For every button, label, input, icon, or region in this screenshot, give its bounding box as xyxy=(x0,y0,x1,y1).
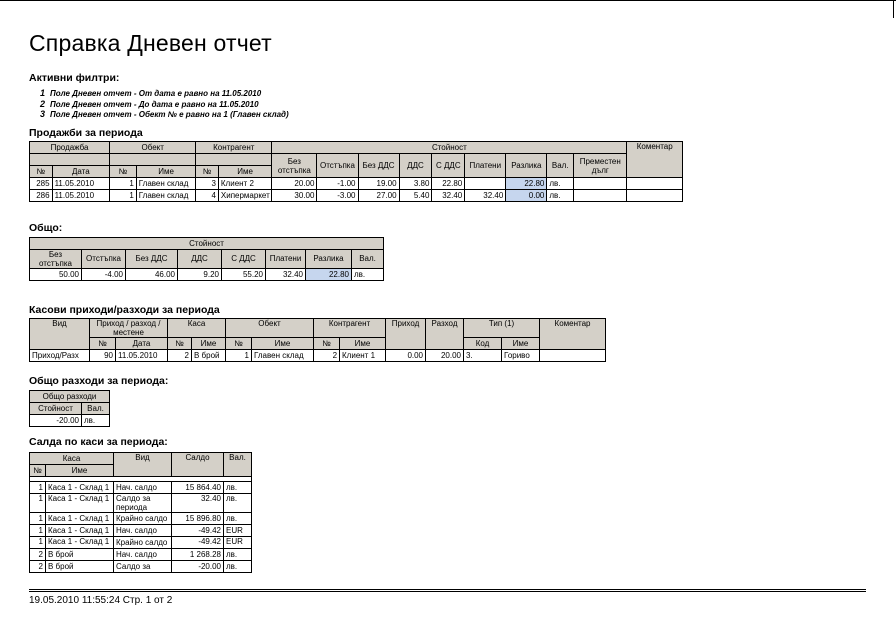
cell: 11.05.2010 xyxy=(52,178,110,190)
table-row xyxy=(30,415,110,427)
table-row xyxy=(30,350,606,362)
cell xyxy=(627,178,683,190)
cash-till-header: Каса xyxy=(168,319,226,338)
cell: 32.40 xyxy=(266,269,306,281)
cell: -4.00 xyxy=(82,269,126,281)
cell: -20.00 xyxy=(172,561,224,573)
cash-expense-header: Разход xyxy=(426,319,464,350)
cell: -20.00 xyxy=(30,415,82,427)
sale-date-header: Дата xyxy=(52,166,110,178)
cell xyxy=(540,350,606,362)
filters-list xyxy=(40,88,289,120)
cell: Каса 1 - Склад 1 xyxy=(46,494,114,513)
cash-till-no-header: № xyxy=(168,338,192,350)
total-without-header: Без отстъпка xyxy=(30,250,82,269)
cell: Приход/Разх xyxy=(30,350,90,362)
filter-item: 1 Поле Дневен отчет - От дата е равно на 11.05.2010 xyxy=(40,88,262,98)
cell: 22.80 xyxy=(506,178,547,190)
cell: лв. xyxy=(224,494,252,513)
cell: 32.40 xyxy=(172,494,224,513)
cash-table xyxy=(29,318,606,362)
comment-col-header: Коментар xyxy=(627,142,683,178)
table-row xyxy=(30,482,252,494)
cash-c-name-header: Име xyxy=(340,338,386,350)
cell: 1 xyxy=(110,178,137,190)
cell: 1 xyxy=(30,482,46,494)
cell: -49.42 xyxy=(172,525,224,537)
top-border xyxy=(0,0,896,1)
cell: лв. xyxy=(224,513,252,525)
cell: 3 xyxy=(196,178,219,190)
total-discount-header: Отстъпка xyxy=(82,250,126,269)
contractor-no-header: № xyxy=(196,166,219,178)
cell: Салдо за периода xyxy=(114,494,172,513)
cash-type-name-header: Име xyxy=(502,338,540,350)
without-discount-header: Без отстъпка xyxy=(272,154,317,178)
expenses-cur-header: Вал. xyxy=(82,403,110,415)
balances-till-header: Каса xyxy=(30,453,114,465)
cell: 32.40 xyxy=(465,190,506,202)
cash-movement-header: Приход / разход / местене xyxy=(90,319,168,338)
total-with-vat-header: С ДДС xyxy=(222,250,266,269)
cell: В брой xyxy=(192,350,226,362)
cash-c-no-header: № xyxy=(314,338,340,350)
sales-heading: Продажби за периода xyxy=(29,127,143,139)
cell: 0.00 xyxy=(506,190,547,202)
table-row xyxy=(30,513,252,525)
diff-header: Разлика xyxy=(506,154,547,178)
cell: В брой xyxy=(46,561,114,573)
total-cur-header: Вал. xyxy=(352,250,384,269)
balances-balance-header: Салдо xyxy=(172,453,224,477)
cell: -1.00 xyxy=(317,178,358,190)
filter-item: 3 Поле Дневен отчет - Обект № е равно на 1 (Главен склад) xyxy=(40,109,289,119)
cash-heading: Касови приходи/разходи за периода xyxy=(29,304,220,316)
page-title: Справка Дневен отчет xyxy=(29,30,272,56)
table-row xyxy=(30,525,252,537)
vat-header: ДДС xyxy=(399,154,432,178)
cell: EUR xyxy=(224,537,252,549)
cell: 2 xyxy=(30,561,46,573)
cell: 30.00 xyxy=(272,190,317,202)
cell: 2 xyxy=(314,350,340,362)
cell: 3. xyxy=(464,350,502,362)
discount-header: Отстъпка xyxy=(317,154,358,178)
right-border xyxy=(893,0,894,18)
cell: Нач. салдо xyxy=(114,482,172,494)
spacer-cell xyxy=(110,154,196,166)
spacer-cell xyxy=(30,154,110,166)
cell: лв. xyxy=(82,415,110,427)
table-row xyxy=(30,269,384,281)
cell: Каса 1 - Склад 1 xyxy=(46,537,114,549)
cell: Хипермаркет xyxy=(218,190,271,202)
cell: 15 864.40 xyxy=(172,482,224,494)
cell: Каса 1 - Склад 1 xyxy=(46,513,114,525)
expenses-group-header: Общо разходи xyxy=(30,391,110,403)
cell: 50.00 xyxy=(30,269,82,281)
table-row xyxy=(30,549,252,561)
cell: 1 xyxy=(30,537,46,549)
cell: 20.00 xyxy=(426,350,464,362)
cash-object-header: Обект xyxy=(226,319,314,338)
cash-comment-header: Коментар xyxy=(540,319,606,350)
balances-kind-header: Вид xyxy=(114,453,172,477)
cash-no-header: № xyxy=(90,338,116,350)
moved-debt-header: Преместен дълг xyxy=(574,154,627,178)
cell: лв. xyxy=(547,178,574,190)
total-no-vat-header: Без ДДС xyxy=(126,250,178,269)
cash-till-name-header: Име xyxy=(192,338,226,350)
filters-heading: Активни филтри: xyxy=(29,72,120,84)
cell: 2 xyxy=(168,350,192,362)
cell: 27.00 xyxy=(358,190,399,202)
cell: лв. xyxy=(224,482,252,494)
cash-type-header: Тип (1) xyxy=(464,319,540,338)
cell: Нач. салдо xyxy=(114,525,172,537)
cell: лв. xyxy=(224,549,252,561)
contractor-name-header: Име xyxy=(218,166,271,178)
cash-income-header: Приход xyxy=(386,319,426,350)
total-paid-header: Платени xyxy=(266,250,306,269)
cell: 1 xyxy=(30,513,46,525)
cell: Клиент 1 xyxy=(340,350,386,362)
expenses-value-header: Стойност xyxy=(30,403,82,415)
expenses-heading: Общо разходи за периода: xyxy=(29,375,169,387)
expenses-table xyxy=(29,390,110,427)
contractor-col-header: Контрагент xyxy=(196,142,272,154)
cell: 22.80 xyxy=(432,178,465,190)
balances-heading: Салда по каси за периода: xyxy=(29,436,168,448)
cell: 32.40 xyxy=(432,190,465,202)
total-diff-header: Разлика xyxy=(306,250,352,269)
cell: 11.05.2010 xyxy=(116,350,168,362)
cell: Гориво xyxy=(502,350,540,362)
table-row xyxy=(30,494,252,513)
cell: лв. xyxy=(224,561,252,573)
cash-kind-header: Вид xyxy=(30,319,90,350)
sales-table xyxy=(29,141,683,202)
cell: 11.05.2010 xyxy=(52,190,110,202)
filter-item: 2 Поле Дневен отчет - До дата е равно на 11.05.2010 xyxy=(40,98,259,109)
cell: Каса 1 - Склад 1 xyxy=(46,525,114,537)
cell: 55.20 xyxy=(222,269,266,281)
currency-header: Вал. xyxy=(547,154,574,178)
cell: 286 xyxy=(30,190,53,202)
cell: 1 xyxy=(226,350,252,362)
cell: 0.00 xyxy=(386,350,426,362)
object-col-header: Обект xyxy=(110,142,196,154)
object-no-header: № xyxy=(110,166,137,178)
table-row xyxy=(30,190,683,202)
footer-timestamp: 19.05.2010 11:55:24 xyxy=(29,595,121,606)
footer-divider xyxy=(29,591,866,592)
cell: лв. xyxy=(352,269,384,281)
cell: Главен склад xyxy=(136,190,196,202)
cell: 20.00 xyxy=(272,178,317,190)
cell: 2 xyxy=(30,549,46,561)
table-row xyxy=(30,561,252,573)
table-row xyxy=(30,178,683,190)
balances-table xyxy=(29,452,252,573)
total-value-header: Стойност xyxy=(30,238,384,250)
cell: Салдо за xyxy=(114,561,172,573)
cell: -49.42 xyxy=(172,537,224,549)
footer-divider xyxy=(29,589,866,590)
cash-code-header: Код xyxy=(464,338,502,350)
cell: 3.80 xyxy=(399,178,432,190)
total-table xyxy=(29,237,384,281)
cell: Нач. салдо xyxy=(114,549,172,561)
cash-contractor-header: Контрагент xyxy=(314,319,386,338)
cell: Главен склад xyxy=(252,350,314,362)
cell: 46.00 xyxy=(126,269,178,281)
cell: 5.40 xyxy=(399,190,432,202)
sale-no-header: № xyxy=(30,166,53,178)
cell xyxy=(574,178,627,190)
cell: 4 xyxy=(196,190,219,202)
balances-no-header: № xyxy=(30,465,46,477)
cash-date-header: Дата xyxy=(116,338,168,350)
cell: Каса 1 - Склад 1 xyxy=(46,482,114,494)
cell xyxy=(574,190,627,202)
sale-col-header: Продажба xyxy=(30,142,110,154)
cell: Крайно салдо xyxy=(114,513,172,525)
cash-obj-no-header: № xyxy=(226,338,252,350)
cell: лв. xyxy=(547,190,574,202)
total-vat-header: ДДС xyxy=(178,250,222,269)
cell: 90 xyxy=(90,350,116,362)
cell: 22.80 xyxy=(306,269,352,281)
spacer-cell xyxy=(196,154,272,166)
paid-header: Платени xyxy=(465,154,506,178)
footer-page: Стр. 1 от 2 xyxy=(122,595,173,606)
cell: Клиент 2 xyxy=(218,178,271,190)
with-vat-header: С ДДС xyxy=(432,154,465,178)
table-row xyxy=(30,537,252,549)
balances-name-header: Име xyxy=(46,465,114,477)
object-name-header: Име xyxy=(136,166,196,178)
no-vat-header: Без ДДС xyxy=(358,154,399,178)
cell: В брой xyxy=(46,549,114,561)
cell xyxy=(465,178,506,190)
cell xyxy=(627,190,683,202)
cell: Главен склад xyxy=(136,178,196,190)
footer xyxy=(29,595,172,606)
cash-obj-name-header: Име xyxy=(252,338,314,350)
value-col-header: Стойност xyxy=(272,142,627,154)
total-heading: Общо: xyxy=(29,222,63,234)
cell: -3.00 xyxy=(317,190,358,202)
balances-cur-header: Вал. xyxy=(224,453,252,477)
cell: 15 896.80 xyxy=(172,513,224,525)
cell: 1 xyxy=(30,494,46,513)
cell: 1 268.28 xyxy=(172,549,224,561)
cell: 19.00 xyxy=(358,178,399,190)
cell: 285 xyxy=(30,178,53,190)
cell: 9.20 xyxy=(178,269,222,281)
cell: EUR xyxy=(224,525,252,537)
cell: 1 xyxy=(30,525,46,537)
cell: 1 xyxy=(110,190,137,202)
cell: Крайно салдо xyxy=(114,537,172,549)
